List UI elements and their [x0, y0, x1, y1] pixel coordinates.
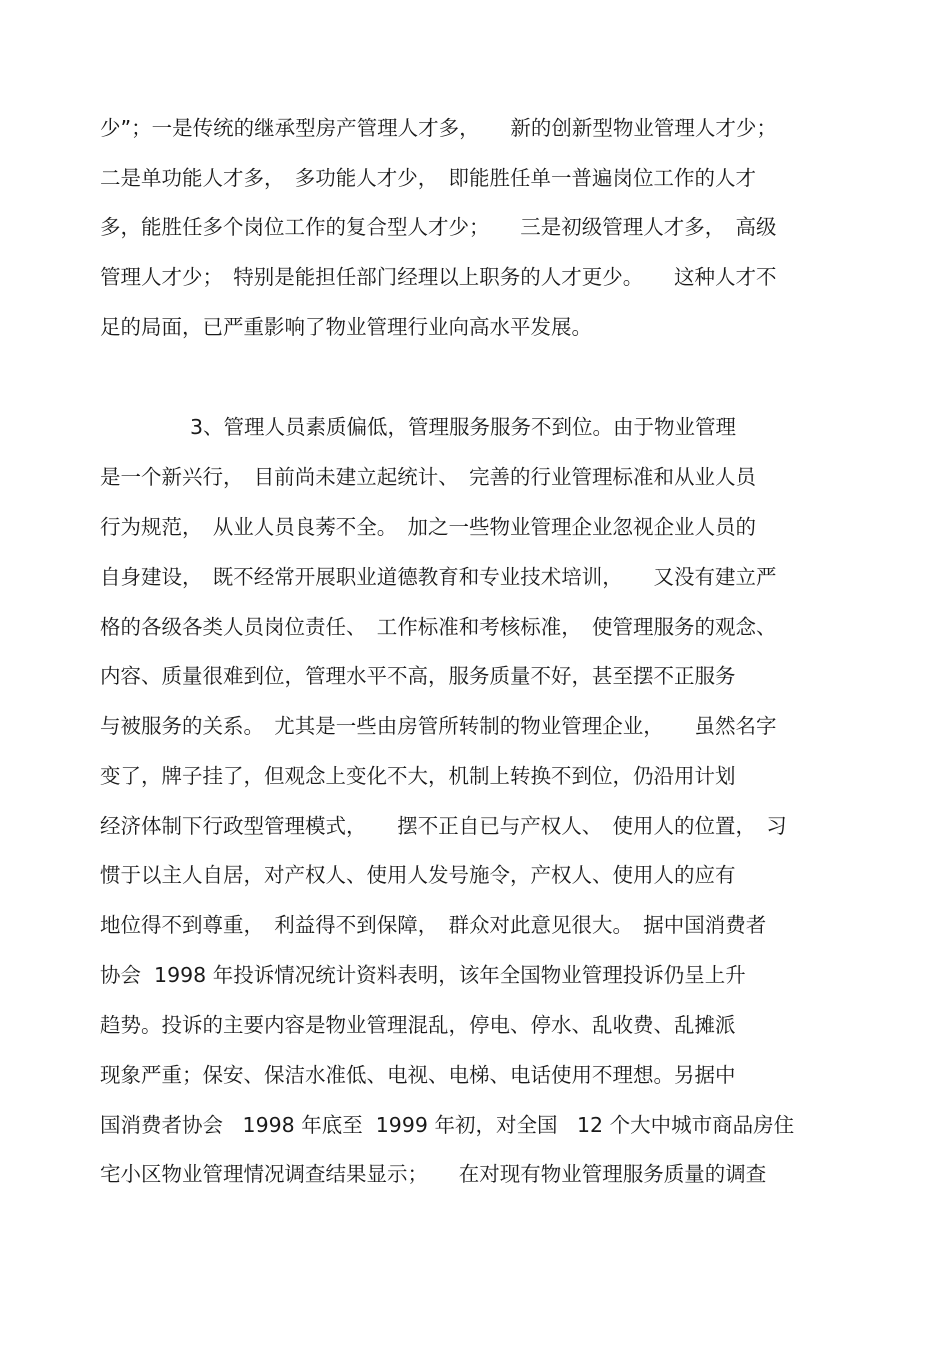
text-line: 与被服务的关系。 尤其是一些由房管所转制的物业管理企业， 虽然名字 — [100, 714, 777, 738]
text-line: 足的局面，已严重影响了物业管理行业向高水平发展。 — [100, 315, 592, 339]
text-line: 变了，牌子挂了，但观念上变化不大，机制上转换不到位，仍沿用计划 — [100, 764, 736, 788]
text-line: 惯于以主人自居，对产权人、使用人发号施令，产权人、使用人的应有 — [100, 863, 736, 887]
text-line: 少”；一是传统的继承型房产管理人才多， 新的创新型物业管理人才少； — [100, 116, 777, 140]
text-line: 经济体制下行政型管理模式， 摆不正自已与产权人、 使用人的位置， 习 — [100, 814, 787, 838]
text-line: 协会 1998 年投诉情况统计资料表明，该年全国物业管理投诉仍呈上升 — [100, 963, 746, 987]
text-line: 趋势。投诉的主要内容是物业管理混乱，停电、停水、乱收费、乱摊派 — [100, 1013, 736, 1037]
text-line: 宅小区物业管理情况调查结果显示； 在对现有物业管理服务质量的调查 — [100, 1162, 767, 1186]
text-line: 管理人才少； 特别是能担任部门经理以上职务的人才更少。 这种人才不 — [100, 265, 777, 289]
text-line: 多，能胜任多个岗位工作的复合型人才少； 三是初级管理人才多， 高级 — [100, 215, 777, 239]
text-line: 3、管理人员素质偏低，管理服务服务不到位。由于物业管理 — [190, 415, 737, 439]
text-line: 二是单功能人才多， 多功能人才少， 即能胜任单一普遍岗位工作的人才 — [100, 166, 756, 190]
text-line: 格的各级各类人员岗位责任、 工作标准和考核标准， 使管理服务的观念、 — [100, 615, 777, 639]
text-line: 自身建设， 既不经常开展职业道德教育和专业技术培训， 又没有建立严 — [100, 565, 777, 589]
text-line: 内容、质量很难到位，管理水平不高，服务质量不好，甚至摆不正服务 — [100, 664, 736, 688]
text-line: 地位得不到尊重， 利益得不到保障， 群众对此意见很大。 据中国消费者 — [100, 913, 767, 937]
text-line: 是一个新兴行， 目前尚未建立起统计、 完善的行业管理标准和从业人员 — [100, 465, 756, 489]
text-line: 行为规范， 从业人员良莠不全。 加之一些物业管理企业忽视企业人员的 — [100, 515, 756, 539]
text-line: 国消费者协会 1998 年底至 1999 年初，对全国 12 个大中城市商品房住 — [100, 1113, 795, 1137]
text-line: 现象严重；保安、保洁水准低、电视、电梯、电话使用不理想。另据中 — [100, 1063, 736, 1087]
